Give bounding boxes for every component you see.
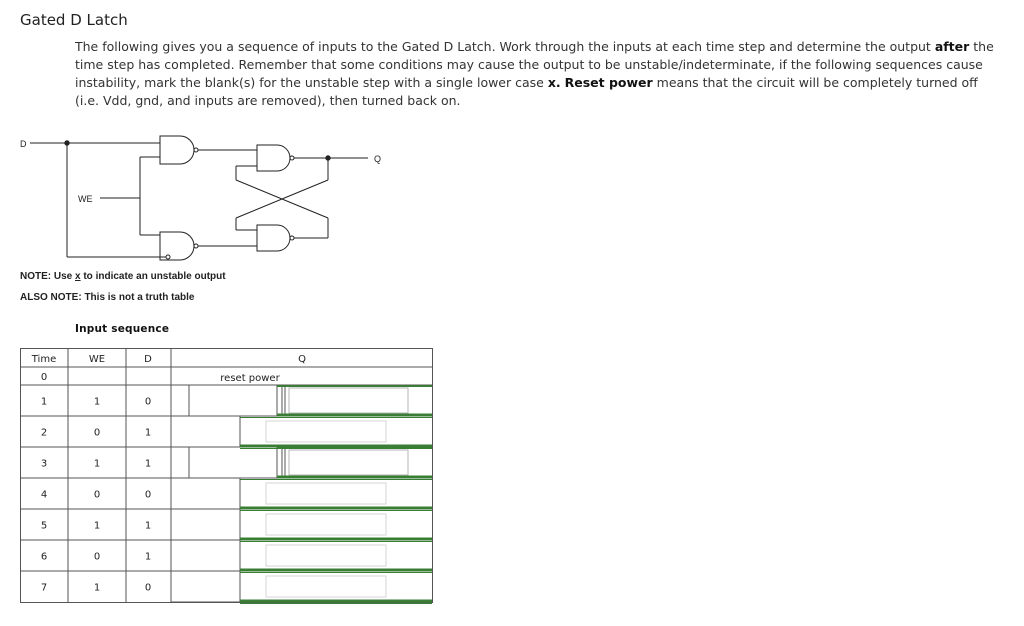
q-subcell (171, 540, 240, 571)
nand-bubble-1 (194, 148, 198, 152)
q-answer-input (266, 576, 386, 597)
we-cell: 0 (93, 427, 101, 439)
label-we: WE (78, 194, 93, 204)
d-cell: 1 (144, 458, 152, 470)
nand-gate-4 (257, 225, 290, 251)
q-answer-input (266, 545, 386, 566)
q-subcell (171, 385, 189, 416)
q-subcell (277, 385, 285, 416)
nand-gate-3 (257, 145, 290, 171)
note-not-truth-table: ALSO NOTE: This is not a truth table (20, 292, 195, 303)
input-sequence-heading: Input sequence (75, 323, 170, 335)
q-answer-input (266, 421, 386, 442)
instructions-paragraph (75, 38, 1000, 110)
table-header: Q (298, 354, 306, 365)
time-cell: 0 (40, 372, 48, 383)
we-cell: 0 (93, 551, 101, 563)
intro-text-2: the time step has completed. Remember that some conditions may cause the output to be unstable/indeterminate, if the following sequences cause instability, mark the blank(s) for the unstable step with a single lower case (75, 39, 994, 90)
q-subcell (171, 416, 240, 447)
q-subcell (189, 447, 277, 478)
time-cell: 1 (40, 396, 48, 408)
intro-bold-x: x. (547, 75, 561, 90)
nand-gate-2 (160, 232, 194, 260)
note1-prefix: NOTE: Use (20, 271, 76, 282)
nand-bubble-2 (194, 244, 198, 248)
we-cell: 1 (93, 458, 101, 470)
time-cell: 4 (40, 489, 48, 501)
intro-text-1: The following gives you a sequence of inputs to the Gated D Latch. Work through the inputs at each time step and determine the output (75, 39, 935, 54)
q-answer-input (266, 483, 386, 504)
label-q: Q (374, 154, 382, 164)
q-subcell (189, 385, 277, 416)
nand-bubble-3 (290, 156, 294, 160)
d-cell: 1 (144, 427, 152, 439)
q-subcell (277, 447, 285, 478)
label-d: D (20, 139, 27, 149)
d-cell: 1 (144, 551, 152, 563)
d-cell: 0 (144, 396, 152, 408)
q-answer-input (266, 514, 386, 535)
note1-x: x (75, 271, 81, 282)
intro-bold-reset: Reset power (564, 75, 653, 90)
time-cell: 5 (40, 520, 48, 532)
nand-gate-1 (160, 136, 194, 164)
q-subcell (171, 509, 240, 540)
nand-bubble-4 (290, 236, 294, 240)
time-cell: 6 (40, 551, 48, 563)
d-cell: 0 (144, 489, 152, 501)
table-header: Time (31, 354, 57, 365)
q-subcell (171, 571, 240, 602)
time-cell: 3 (40, 458, 48, 470)
q-answer-input (289, 388, 408, 413)
note-unstable (20, 271, 226, 282)
d-cell: 0 (144, 582, 152, 594)
q-subcell (171, 447, 189, 478)
page-title: Gated D Latch (20, 11, 128, 29)
inverter-bubble (166, 255, 170, 259)
we-cell: 1 (93, 582, 101, 594)
we-cell: 0 (93, 489, 101, 501)
note1-suffix: to indicate an unstable output (80, 271, 226, 282)
reset-power-label: reset power (220, 373, 280, 384)
q-answer-input (289, 450, 408, 475)
intro-bold-after: after (934, 39, 970, 54)
table-header: WE (88, 354, 106, 365)
intro-text-4: means that the circuit will be completely turned off (i.e. Vdd, gnd, and inputs are removed), then turned back on. (75, 75, 978, 108)
table-header: D (144, 354, 152, 365)
time-cell: 2 (40, 427, 48, 439)
d-cell: 1 (144, 520, 152, 532)
we-cell: 1 (93, 520, 101, 532)
gated-d-latch-diagram (0, 120, 420, 270)
q-subcell (171, 478, 240, 509)
we-cell: 1 (93, 396, 101, 408)
time-cell: 7 (40, 582, 48, 594)
input-sequence-table (20, 348, 434, 610)
